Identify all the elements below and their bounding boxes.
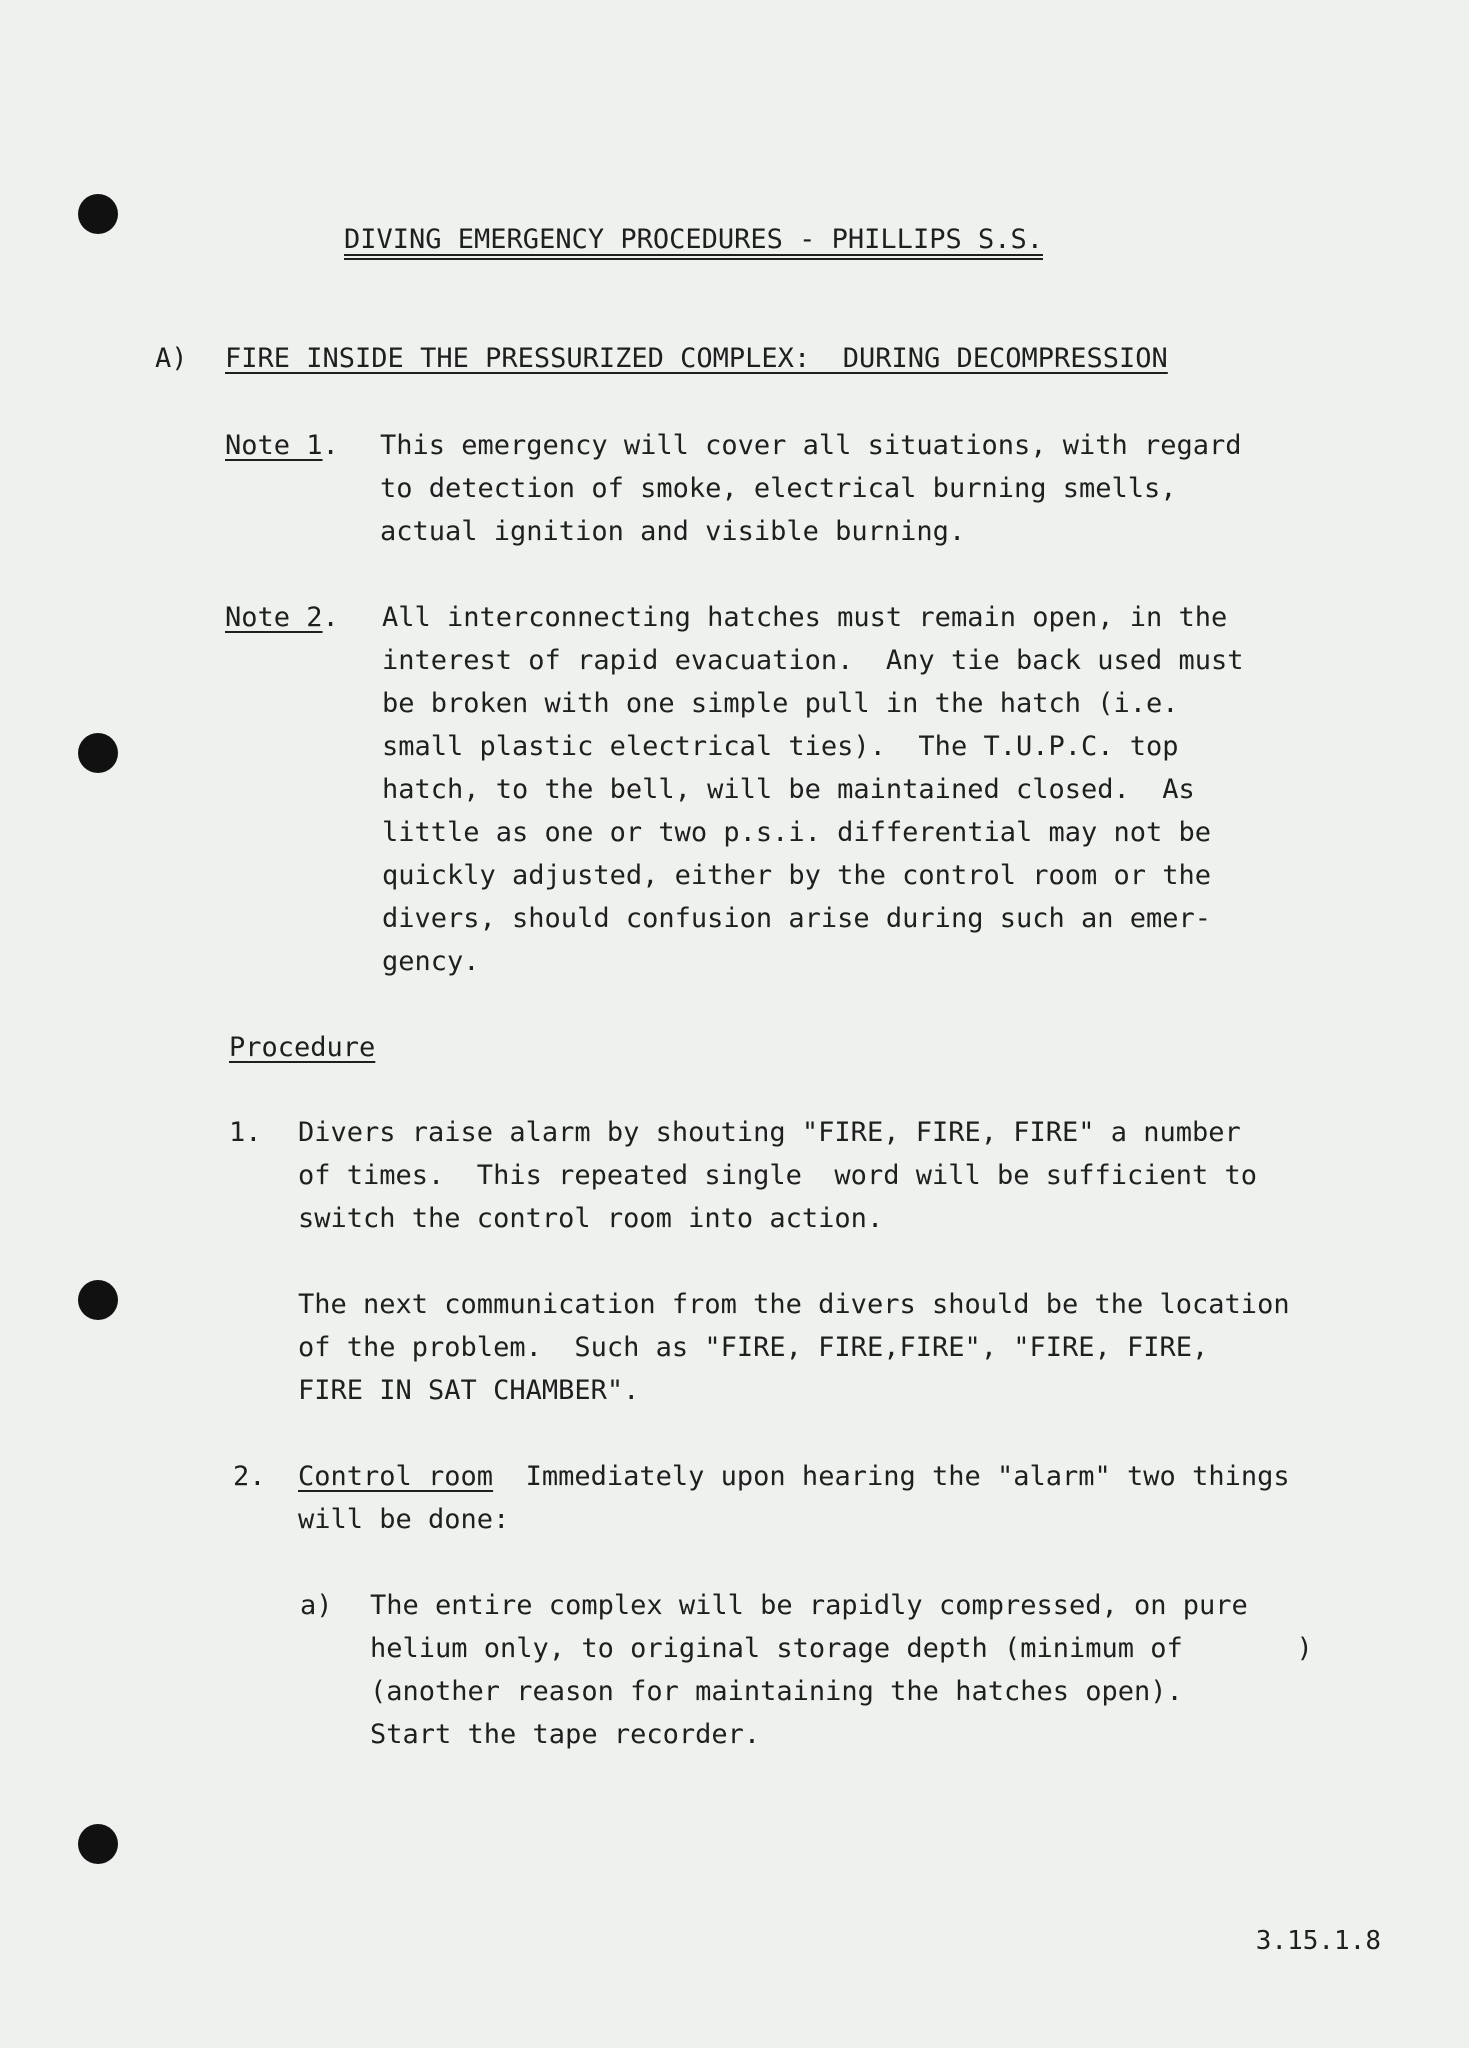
note2-line: interest of rapid evacuation. Any tie back used must xyxy=(382,645,1244,676)
note1-line: actual ignition and visible burning. xyxy=(380,516,966,547)
note2-line: divers, should confusion arise during such an emer- xyxy=(382,903,1212,934)
note1-line: This emergency will cover all situations, with regard xyxy=(380,430,1242,461)
note1-label-text: Note 1 xyxy=(225,430,323,461)
note1-label xyxy=(225,424,339,467)
note2-line: quickly adjusted, either by the control room or the xyxy=(382,860,1212,891)
note2-line: be broken with one simple pull in the hatch (i.e. xyxy=(382,688,1179,719)
procedure-heading: Procedure xyxy=(229,1032,376,1063)
step1-para2-line: The next communication from the divers should be the location xyxy=(298,1289,1290,1320)
sub-a-line: Start the tape recorder. xyxy=(370,1719,761,1750)
section-a-marker: A) xyxy=(155,343,188,374)
step2-label: Control room xyxy=(298,1461,494,1492)
step1-line: Divers raise alarm by shouting "FIRE, FIRE, FIRE" a number xyxy=(298,1117,1241,1148)
page-title: DIVING EMERGENCY PROCEDURES - PHILLIPS S.S. xyxy=(344,224,1043,255)
punch-hole xyxy=(78,1280,118,1320)
note2-label-text: Note 2 xyxy=(225,602,323,633)
note2-line: little as one or two p.s.i. differential may not be xyxy=(382,817,1212,848)
note2-line: gency. xyxy=(382,946,480,977)
sub-a-marker: a) xyxy=(300,1590,333,1621)
step2-line1 xyxy=(298,1455,1290,1498)
punch-hole xyxy=(78,733,118,773)
step2-line2: will be done: xyxy=(298,1504,510,1535)
sub-a-line: (another reason for maintaining the hatches open). xyxy=(370,1676,1183,1707)
step1-para2-line: FIRE IN SAT CHAMBER". xyxy=(298,1375,640,1406)
section-a-heading: FIRE INSIDE THE PRESSURIZED COMPLEX: DURING DECOMPRESSION xyxy=(225,343,1168,374)
note2-line: hatch, to the bell, will be maintained closed. As xyxy=(382,774,1195,805)
step2-number: 2. xyxy=(233,1461,266,1492)
note1-label-dot: . xyxy=(322,430,339,461)
punch-hole xyxy=(78,1824,118,1864)
note2-line: small plastic electrical ties). The T.U.P.C. top xyxy=(382,731,1179,762)
step2-line1-rest: Immediately upon hearing the "alarm" two things xyxy=(525,1461,1290,1492)
page-number: 3.15.1.8 xyxy=(1255,1926,1381,1956)
note2-label xyxy=(225,596,339,639)
step1-para2-line: of the problem. Such as "FIRE, FIRE,FIRE", "FIRE, FIRE, xyxy=(298,1332,1209,1363)
note2-line: All interconnecting hatches must remain open, in the xyxy=(382,602,1228,633)
note2-label-dot: . xyxy=(322,602,339,633)
step1-line: of times. This repeated single word will be sufficient to xyxy=(298,1160,1258,1191)
note1-line: to detection of smoke, electrical burning smells, xyxy=(380,473,1177,504)
step1-number: 1. xyxy=(229,1117,262,1148)
punch-hole xyxy=(78,194,118,234)
step1-line: switch the control room into action. xyxy=(298,1203,884,1234)
sub-a-line: The entire complex will be rapidly compressed, on pure xyxy=(370,1590,1248,1621)
sub-a-line: helium only, to original storage depth (minimum of ) xyxy=(370,1633,1313,1664)
